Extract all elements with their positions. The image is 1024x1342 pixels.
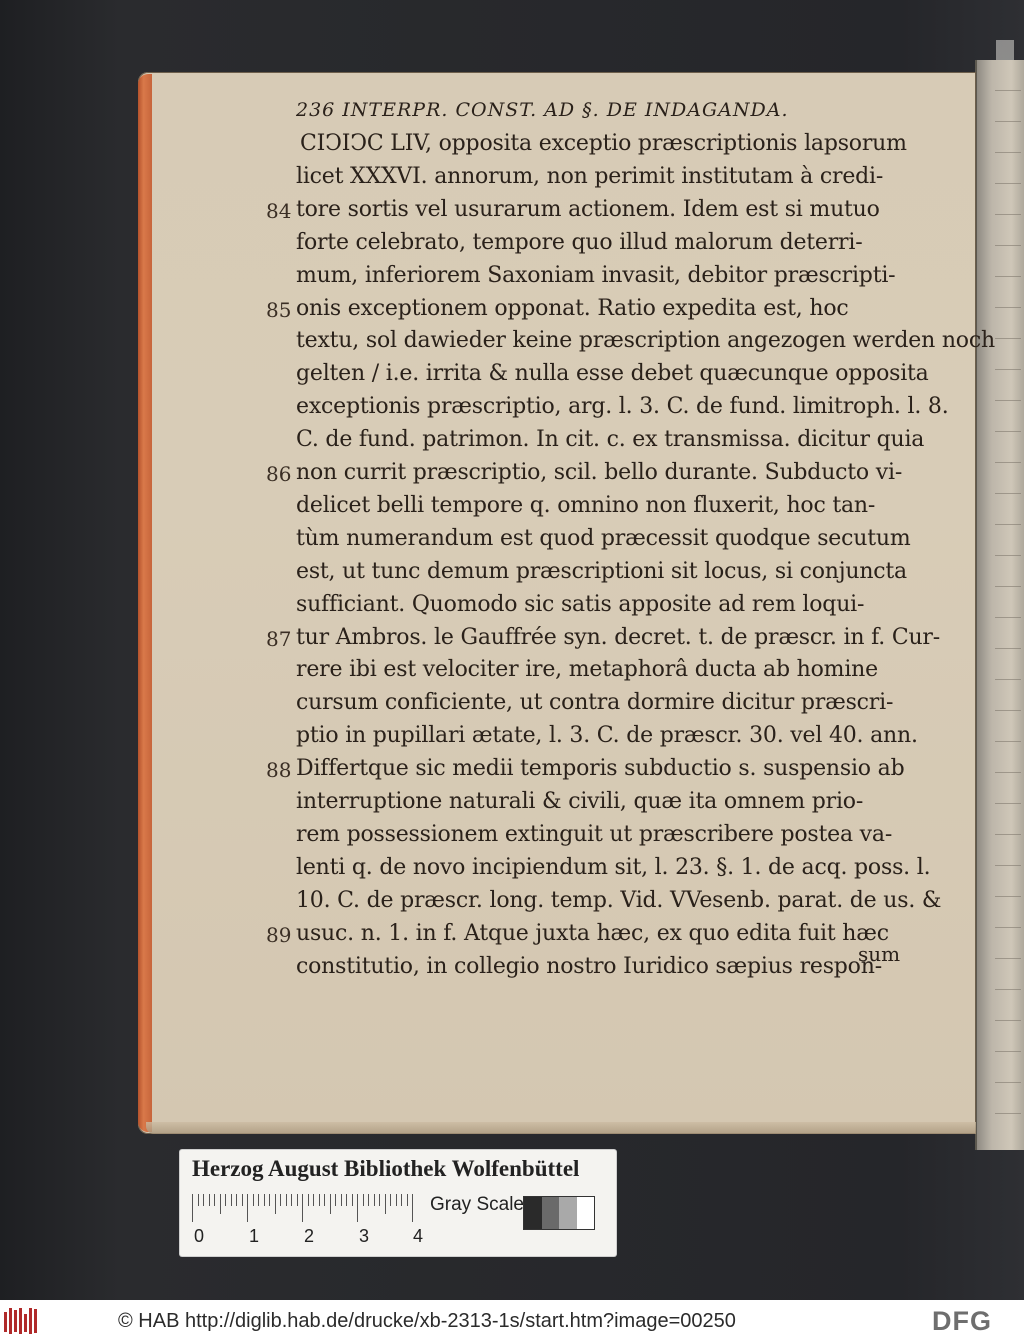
adjacent-page-text-mark: [995, 183, 1021, 184]
ruler-tick: [280, 1194, 281, 1206]
library-name: Herzog August Bibliothek Wolfenbüttel: [192, 1156, 580, 1181]
ruler-tick: [335, 1194, 336, 1206]
adjacent-page-text-mark: [995, 772, 1021, 773]
page-bottom-edge: [146, 1122, 976, 1134]
text-line: tore sortis vel usurarum actionem. Idem est si mutuo: [296, 196, 880, 222]
ruler-tick: [247, 1194, 248, 1222]
adjacent-page-text-mark: [995, 586, 1021, 587]
ruler-tick: [258, 1194, 259, 1206]
adjacent-page-text-mark: [995, 1082, 1021, 1083]
text-line: forte celebrato, tempore quo illud malorum deterri-: [296, 229, 863, 255]
margin-number: 85: [266, 297, 292, 322]
ruler-tick: [368, 1194, 369, 1206]
ruler-tick: [253, 1194, 254, 1206]
ruler-tick: [319, 1194, 320, 1206]
adjacent-page-edge: [975, 60, 1024, 1150]
adjacent-page-text-mark: [995, 679, 1021, 680]
library-label: [180, 1150, 616, 1256]
adjacent-page-text-mark: [995, 1113, 1021, 1114]
adjacent-page-text-mark: [995, 369, 1021, 370]
adjacent-page-text-mark: [995, 493, 1021, 494]
ruler-number: 3: [359, 1226, 370, 1246]
ruler-tick: [346, 1194, 347, 1206]
ruler-tick: [269, 1194, 270, 1206]
adjacent-page-text-mark: [995, 121, 1021, 122]
adjacent-page-text-mark: [995, 524, 1021, 525]
ruler-tick: [401, 1194, 402, 1206]
adjacent-page-text-mark: [995, 152, 1021, 153]
ruler-tick: [341, 1194, 342, 1206]
gray-scale-swatch: [523, 1196, 595, 1230]
ruler-number: 2: [304, 1226, 315, 1246]
text-line: Differtque sic medii temporis subductio s. suspensio ab: [296, 756, 905, 782]
adjacent-page-text-mark: [995, 958, 1021, 959]
adjacent-page-text-mark: [995, 431, 1021, 432]
ruler-tick: [209, 1194, 210, 1206]
text-line: sufficiant. Quomodo sic satis apposite ad rem loqui-: [296, 591, 865, 617]
text-line: CIↃIↃC LIV, opposita exceptio præscriptionis lapsorum: [300, 131, 907, 156]
ruler-tick: [407, 1194, 408, 1206]
ruler-tick: [363, 1194, 364, 1206]
ruler-tick: [379, 1194, 380, 1206]
ruler-tick: [390, 1194, 391, 1206]
dfg-logo: DFG: [932, 1306, 992, 1336]
text-line: tur Ambros. le Gauffrée syn. decret. t. de præscr. in f. Cur-: [296, 624, 940, 650]
adjacent-page-text-mark: [995, 896, 1021, 897]
ruler-tick: [291, 1194, 292, 1206]
ruler-tick: [324, 1194, 325, 1206]
adjacent-page-text-mark: [995, 245, 1021, 246]
ruler-tick: [330, 1194, 331, 1214]
ruler-tick: [302, 1194, 303, 1222]
adjacent-page-text-mark: [995, 710, 1021, 711]
hab-logo-icon: [4, 1308, 42, 1336]
text-line: interruptione naturali & civili, quæ ita omnem prio-: [296, 789, 864, 814]
page-red-edge: [138, 74, 152, 1132]
text-line: 10. C. de præscr. long. temp. Vid. VVesenb. parat. de us. &: [296, 887, 942, 913]
ruler-tick: [308, 1194, 309, 1206]
adjacent-page-text-mark: [995, 276, 1021, 277]
catchword: sum: [858, 942, 901, 966]
text-line: licet XXXVI. annorum, non perimit institutam à credi-: [296, 163, 884, 189]
ruler-tick: [374, 1194, 375, 1206]
text-line: ptio in pupillari ætate, l. 3. C. de præscr. 30. vel 40. ann.: [296, 723, 918, 749]
ruler-tick: [286, 1194, 287, 1206]
ruler-tick: [214, 1194, 215, 1206]
adjacent-page-text-mark: [995, 989, 1021, 990]
adjacent-page-text-mark: [995, 648, 1021, 649]
ruler-tick: [192, 1194, 193, 1222]
ruler-tick: [242, 1194, 243, 1206]
ruler-tick: [220, 1194, 221, 1214]
margin-number: 86: [266, 462, 292, 486]
text-line: non currit præscriptio, scil. bello durante. Subducto vi-: [296, 460, 903, 485]
text-line: constitutio, in collegio nostro Iuridico sæpius respon-: [296, 953, 882, 979]
adjacent-page-text-mark: [995, 803, 1021, 804]
ruler-number: 4: [413, 1226, 424, 1246]
text-line: usuc. n. 1. in f. Atque juxta hæc, ex quo edita fuit hæc: [296, 920, 889, 946]
text-line: lenti q. de novo incipiendum sit, l. 23. §. 1. de acq. poss. l.: [296, 854, 931, 880]
text-line: gelten / i.e. irrita & nulla esse debet quæcunque opposita: [296, 361, 929, 387]
adjacent-page-text-mark: [995, 927, 1021, 928]
text-line: delicet belli tempore q. omnino non fluxerit, hoc tan-: [296, 492, 876, 518]
adjacent-page-text-mark: [995, 834, 1021, 835]
ruler-tick: [396, 1194, 397, 1206]
text-line: cursum conficiente, ut contra dormire dicitur præscri-: [296, 690, 894, 716]
ruler-number: 0: [194, 1226, 205, 1246]
adjacent-page-text-mark: [995, 865, 1021, 866]
ruler-tick: [385, 1194, 386, 1214]
ruler-tick: [297, 1194, 298, 1206]
adjacent-page-text-mark: [995, 90, 1021, 91]
adjacent-page-text-mark: [995, 617, 1021, 618]
ruler-tick: [203, 1194, 204, 1206]
adjacent-page-text-mark: [995, 214, 1021, 215]
adjacent-page-text-mark: [995, 555, 1021, 556]
ruler-number: 1: [249, 1226, 260, 1246]
ruler-tick: [412, 1194, 413, 1222]
text-line: C. de fund. patrimon. In cit. c. ex transmissa. dicitur quia: [296, 427, 925, 453]
adjacent-page-text-mark: [995, 1051, 1021, 1052]
margin-number: 87: [266, 626, 292, 651]
text-line: rere ibi est velociter ire, metaphorâ ducta ab homine: [296, 657, 878, 683]
margin-number: 84: [266, 198, 292, 223]
citation-link[interactable]: © HAB http://diglib.hab.de/drucke/xb-2313-1s/start.htm?image=00250: [118, 1310, 736, 1332]
gray-scale-label: Gray Scale: [430, 1194, 524, 1215]
ruler-tick: [275, 1194, 276, 1214]
running-header: 236 INTERPR. CONST. AD §. DE INDAGANDA.: [296, 99, 789, 121]
ruler-tick: [264, 1194, 265, 1206]
adjacent-page-text-mark: [995, 1020, 1021, 1021]
footer-bar: [0, 1300, 1024, 1342]
text-line: mum, inferiorem Saxoniam invasit, debitor præscripti-: [296, 262, 896, 288]
ruler-tick: [198, 1194, 199, 1206]
adjacent-page-text-mark: [995, 400, 1021, 401]
ruler-tick: [352, 1194, 353, 1206]
ruler-tick: [225, 1194, 226, 1206]
text-line: textu, sol dawieder keine præscription angezogen werden noch: [296, 328, 995, 354]
adjacent-page-text-mark: [995, 462, 1021, 463]
text-line: exceptionis præscriptio, arg. l. 3. C. de fund. limitroph. l. 8.: [296, 394, 949, 420]
adjacent-page-text-mark: [995, 307, 1021, 308]
ruler-tick: [313, 1194, 314, 1206]
margin-number: 88: [266, 758, 292, 783]
ruler-tick: [357, 1194, 358, 1222]
adjacent-page-text-mark: [995, 338, 1021, 339]
ruler-tick: [231, 1194, 232, 1206]
text-line: est, ut tunc demum præscriptioni sit locus, si conjuncta: [296, 558, 907, 584]
text-line: tùm numerandum est quod præcessit quodque secutum: [296, 525, 911, 551]
adjacent-page-text-mark: [995, 741, 1021, 742]
text-line: onis exceptionem opponat. Ratio expedita est, hoc: [296, 295, 849, 321]
ruler-tick: [236, 1194, 237, 1206]
margin-number: 89: [266, 922, 292, 947]
text-line: rem possessionem extinguit ut præscribere postea va-: [296, 821, 893, 847]
